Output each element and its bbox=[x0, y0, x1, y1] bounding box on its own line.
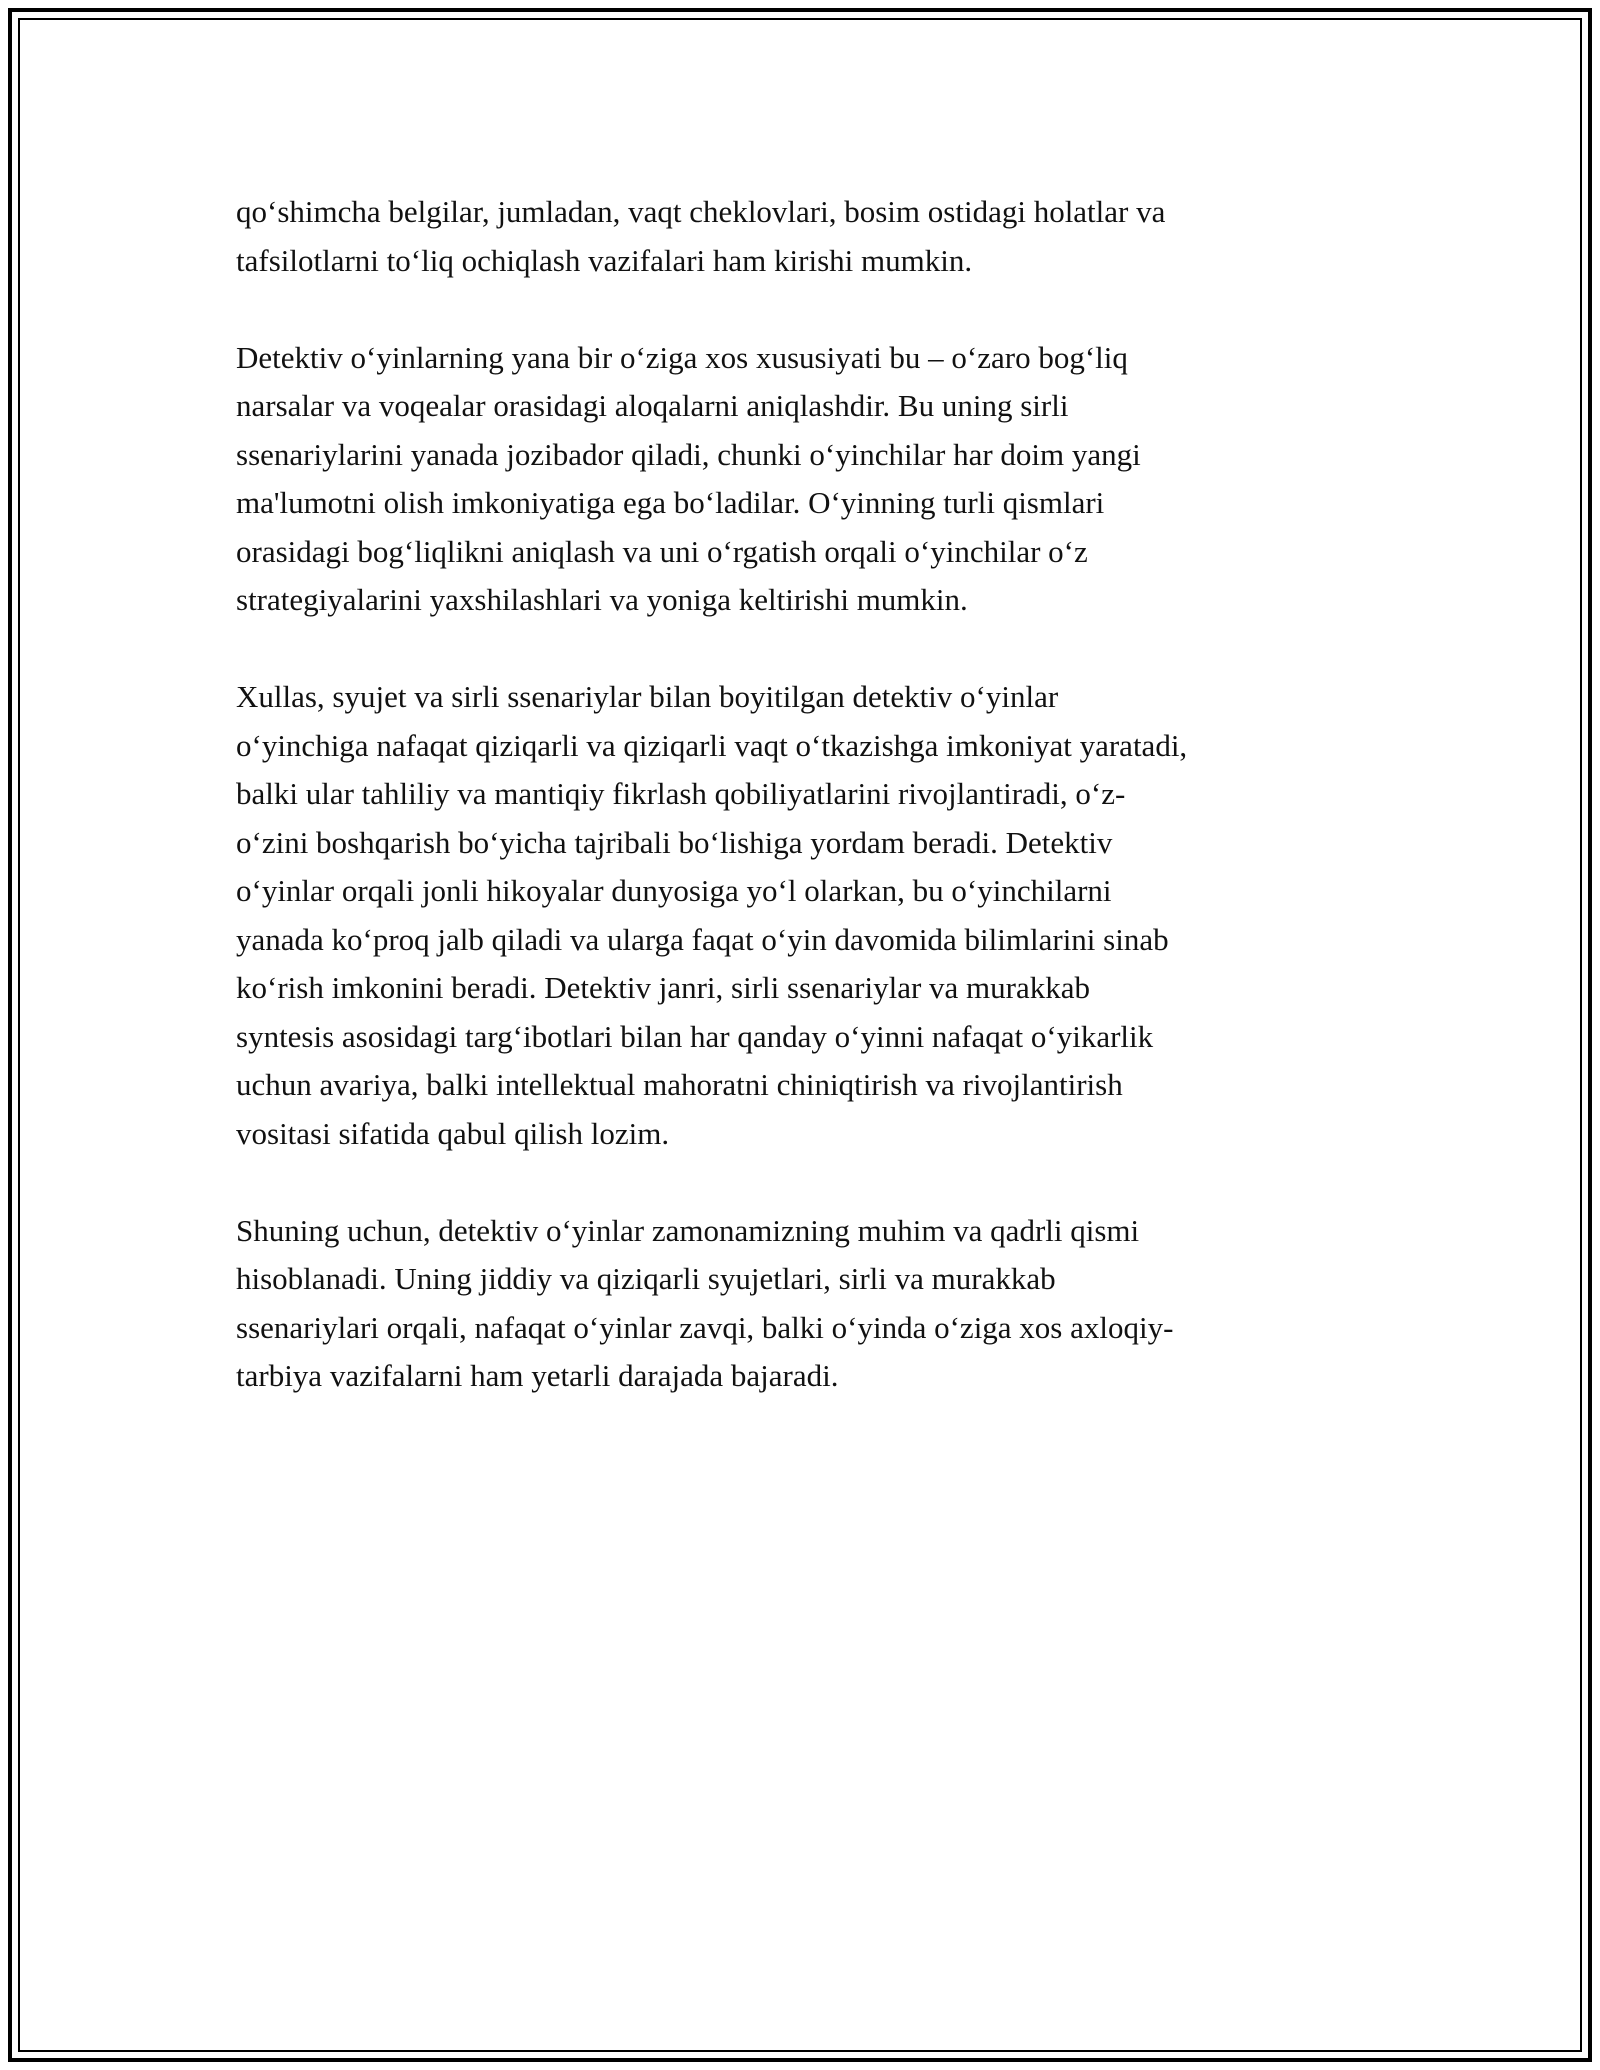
paragraph-4: Shuning uchun, detektiv o‘yinlar zamonamizning muhim va qadrli qismi hisoblanadi. Uning jiddiy va qiziqarli syujetlari, sirli va murakkab ssenariylari orqali, nafaqat o‘yinlar zavqi, balki o‘yinda o‘ziga xos axloqiy- tarbiya vazifalarni ham yetarli darajada bajaradi. bbox=[236, 1212, 1174, 1393]
paragraph-2: Detektiv o‘yinlarning yana bir o‘ziga xos xususiyati bu – o‘zaro bog‘liq narsalar va voqealar orasidagi aloqalarni aniqlashdir. Bu uning sirli ssenariylarini yanada jozibador qiladi, chunki o‘yinchilar har doim yangi ma'lumotni olish imkoniyatiga ega bo‘ladilar. O‘yinning turli qismlari orasidagi bog‘liqlikni aniqlash va uni o‘rgatish orqali o‘yinchilar o‘z strategiyalarini yaxshilashlari va yoniga keltirishi mumkin. bbox=[236, 339, 1141, 617]
document-body bbox=[236, 188, 1366, 1449]
paragraph-3: Xullas, syujet va sirli ssenariylar bilan boyitilgan detektiv o‘yinlar o‘yinchiga nafaqat qiziqarli va qiziqarli vaqt o‘tkazishga imkoniyat yaratadi, balki ular tahliliy va mantiqiy fikrlash qobiliyatlarini rivojlantiradi, o‘z- o‘zini boshqarish bo‘yicha tajribali bo‘lishiga yordam beradi. Detektiv o‘yinlar orqali jonli hikoyalar dunyosiga yo‘l olarkan, bu o‘yinchilarni yanada ko‘proq jalb qiladi va ularga faqat o‘yin davomida bilimlarini sinab ko‘rish imkonini beradi. Detektiv janri, sirli ssenariylar va murakkab syntesis asosidagi targ‘ibotlari bilan har qanday o‘yinni nafaqat o‘yikarlik uchun avariya, balki intellektual mahoratni chiniqtirish va rivojlantirish vositasi sifatida qabul qilish lozim. bbox=[236, 679, 1188, 1151]
paragraph-1: qo‘shimcha belgilar, jumladan, vaqt cheklovlari, bosim ostidagi holatlar va tafsilotlarni to‘liq ochiqlash vazifalari ham kirishi mumkin. bbox=[236, 194, 1166, 278]
